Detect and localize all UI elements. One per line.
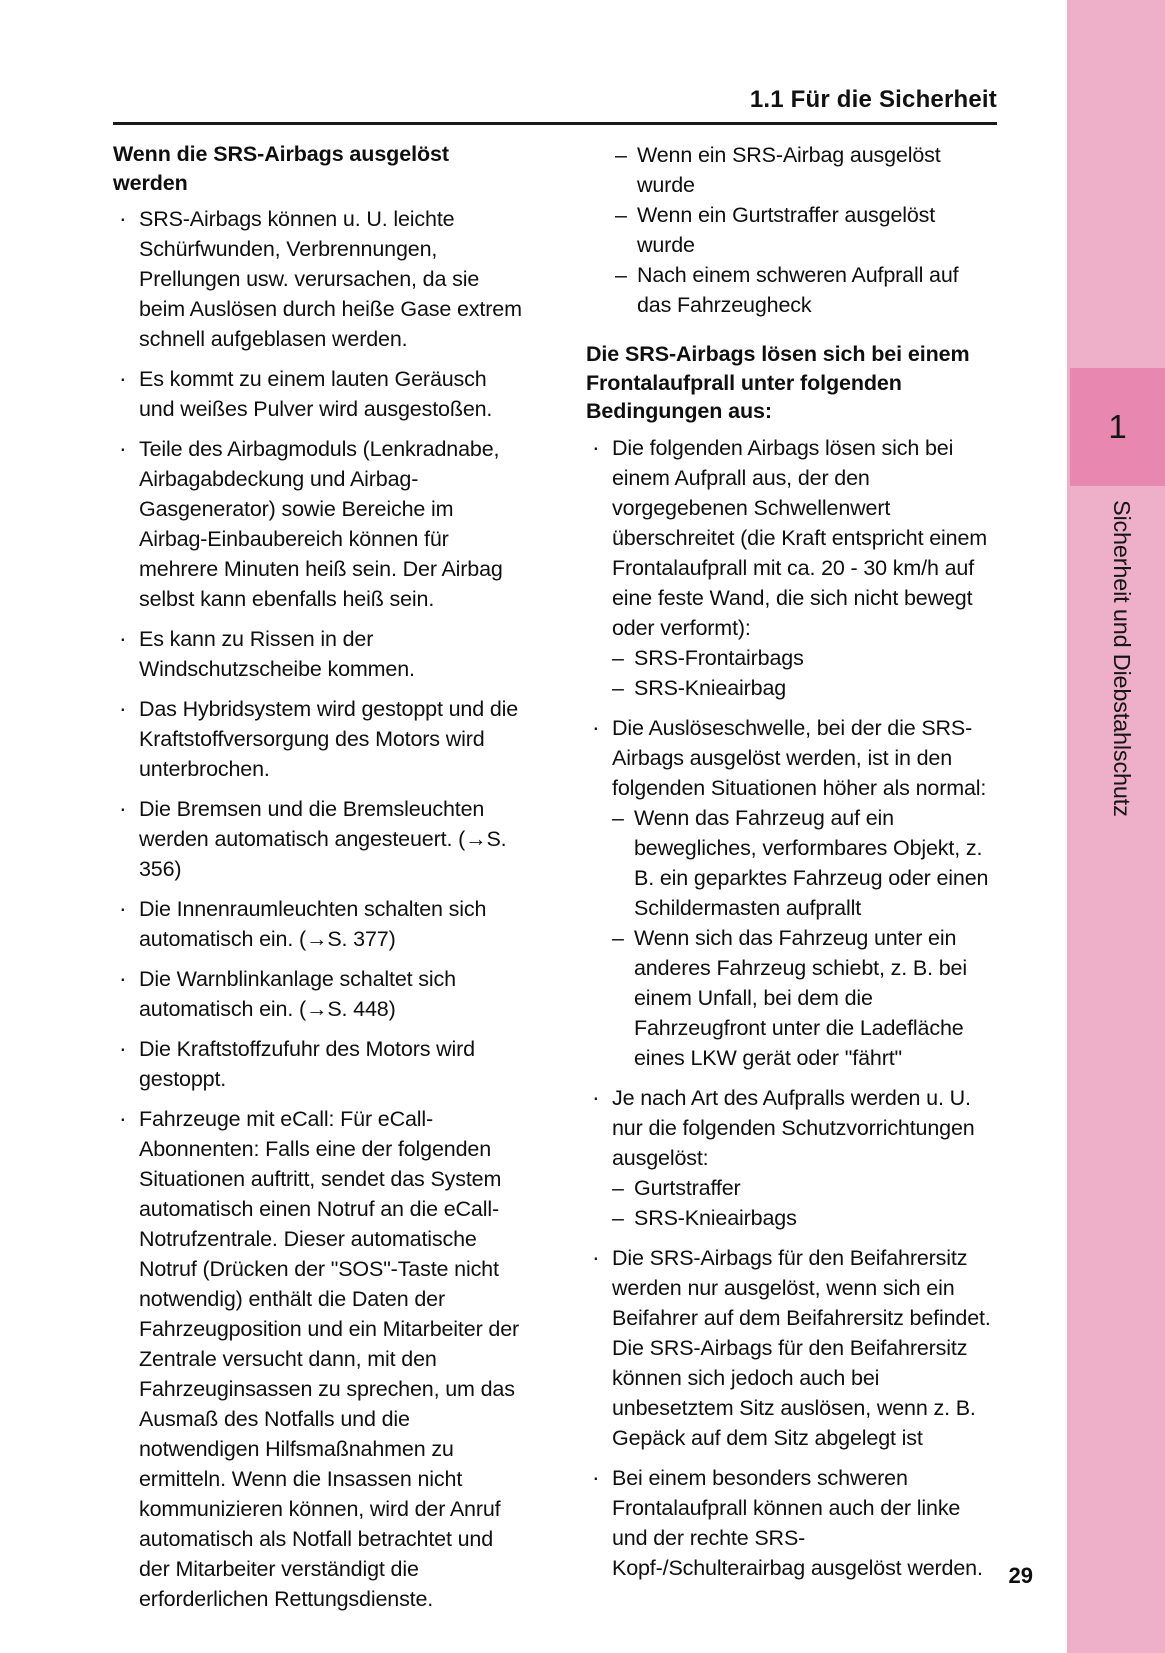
dash-list-item: – Wenn das Fahrzeug auf ein bewegliches, verformbares Objekt, z. B. ein geparktes Fahrzeug oder einen Schildermasten aufprallt: [612, 803, 997, 923]
dash-list-item: – Wenn sich das Fahrzeug unter ein anderes Fahrzeug schiebt, z. B. bei einem Unfall, bei dem die Fahrzeugfront unter die Ladefläche eines LKW gerät oder "fährt": [612, 923, 997, 1073]
right-column: [586, 140, 997, 1624]
bullet-list-item: · Die Bremsen und die Bremsleuchten werden automatisch angesteuert. (→S. 356): [113, 794, 524, 884]
nested-dash-list: [612, 1173, 997, 1233]
bullet-text: Bei einem besonders schweren Frontalaufprall können auch der linke und der rechte SRS-Kopf-/Schulterairbag ausgelöst werden.: [612, 1465, 983, 1580]
left-bullet-list: [113, 204, 524, 1614]
header-divider: [113, 122, 997, 125]
page-number: 29: [1008, 1563, 1033, 1588]
continued-dash-list: [615, 140, 997, 320]
bullet-list-item: · Es kommt zu einem lauten Geräusch und weißes Pulver wird ausgestoßen.: [113, 364, 524, 424]
dash-list-item: – Wenn ein Gurtstraffer ausgelöst wurde: [615, 200, 997, 260]
page-title: 1.1 Für die Sicherheit: [749, 86, 997, 113]
bullet-list-item: · Fahrzeuge mit eCall: Für eCall-Abonnenten: Falls eine der folgenden Situationen auftritt, sendet das System automatisch einen Notruf an die eCall-Notrufzentrale. Dieser automatische Notruf (Drücken der "SOS"-Taste nicht notwendig) enthält die Daten der Fahrzeugposition und ein Mitarbeiter der Zentrale versucht dann, mit den Fahrzeuginsassen zu sprechen, um das Ausmaß des Notfalls und die notwendigen Hilfsmaßnahmen zu ermitteln. Wenn die Insassen nicht kommunizieren können, wird der Anruf automatisch als Notfall betrachtet und der Mitarbeiter verständigt die erforderlichen Rettungsdienste.: [113, 1104, 524, 1614]
right-column-heading: Die SRS-Airbags lösen sich bei einem Frontalaufprall unter folgenden Bedingungen aus:: [586, 342, 970, 423]
bullet-list-item: [586, 433, 997, 703]
chapter-label: Sicherheit und Diebstahlschutz: [1109, 500, 1135, 817]
right-bullet-list: [586, 433, 997, 1583]
bullet-text: Die folgenden Airbags lösen sich bei einem Aufprall aus, der den vorgegebenen Schwellenwert überschreitet (die Kraft entspricht einem Frontalaufprall mit ca. 20 - 30 km/h auf eine feste Wand, die sich nicht bewegt oder verformt):: [612, 435, 988, 640]
left-column: [113, 140, 524, 1624]
dash-list-item: – SRS-Frontairbags: [612, 643, 997, 673]
left-column-heading: Wenn die SRS-Airbags ausgelöst werden: [113, 142, 449, 195]
bullet-list-item: · Teile des Airbagmoduls (Lenkradnabe, Airbagabdeckung und Airbag-Gasgenerator) sowie Bereiche im Airbag-Einbaubereich können für mehrere Minuten heiß sein. Der Airbag selbst kann ebenfalls heiß sein.: [113, 434, 524, 614]
bullet-list-item: [586, 1083, 997, 1233]
bullet-text: Die Auslöseschwelle, bei der die SRS-Airbags ausgelöst werden, ist in den folgenden Situationen höher als normal:: [612, 715, 987, 800]
bullet-text: Die SRS-Airbags für den Beifahrersitz werden nur ausgelöst, wenn sich ein Beifahrer auf dem Beifahrersitz befindet. Die SRS-Airbags für den Beifahrersitz können sich jedoch auch bei unbesetztem Sitz auslösen, wenn z. B. Gepäck auf dem Sitz abgelegt ist: [612, 1245, 991, 1450]
dash-list-item: – Gurtstraffer: [612, 1173, 997, 1203]
bullet-list-item: · Das Hybridsystem wird gestoppt und die Kraftstoffversorgung des Motors wird unterbrochen.: [113, 694, 524, 784]
bullet-list-item: · Die Warnblinkanlage schaltet sich automatisch ein. (→S. 448): [113, 964, 524, 1024]
bullet-text: Je nach Art des Aufpralls werden u. U. nur die folgenden Schutzvorrichtungen ausgelöst:: [612, 1085, 975, 1170]
thumb-index-bar: [1067, 0, 1165, 1653]
bullet-list-item: · SRS-Airbags können u. U. leichte Schürfwunden, Verbrennungen, Prellungen usw. verursachen, da sie beim Auslösen durch heiße Gase extrem schnell aufgeblasen werden.: [113, 204, 524, 354]
dash-list-item: – SRS-Knieairbags: [612, 1203, 997, 1233]
dash-list-item: – Nach einem schweren Aufprall auf das Fahrzeugheck: [615, 260, 997, 320]
dash-list-item: – Wenn ein SRS-Airbag ausgelöst wurde: [615, 140, 997, 200]
bullet-list-item: [586, 1243, 997, 1453]
nested-dash-list: [612, 803, 997, 1073]
chapter-number: 1: [1108, 408, 1127, 445]
bullet-list-item: · Es kann zu Rissen in der Windschutzscheibe kommen.: [113, 624, 524, 684]
page-header: [113, 86, 997, 114]
bullet-list-item: · Die Innenraumleuchten schalten sich automatisch ein. (→S. 377): [113, 894, 524, 954]
nested-dash-list: [612, 643, 997, 703]
body-columns: [113, 140, 997, 1624]
bullet-list-item: [586, 1463, 997, 1583]
bullet-list-item: [586, 713, 997, 1073]
bullet-list-item: · Die Kraftstoffzufuhr des Motors wird gestoppt.: [113, 1034, 524, 1094]
dash-list-item: – SRS-Knieairbag: [612, 673, 997, 703]
